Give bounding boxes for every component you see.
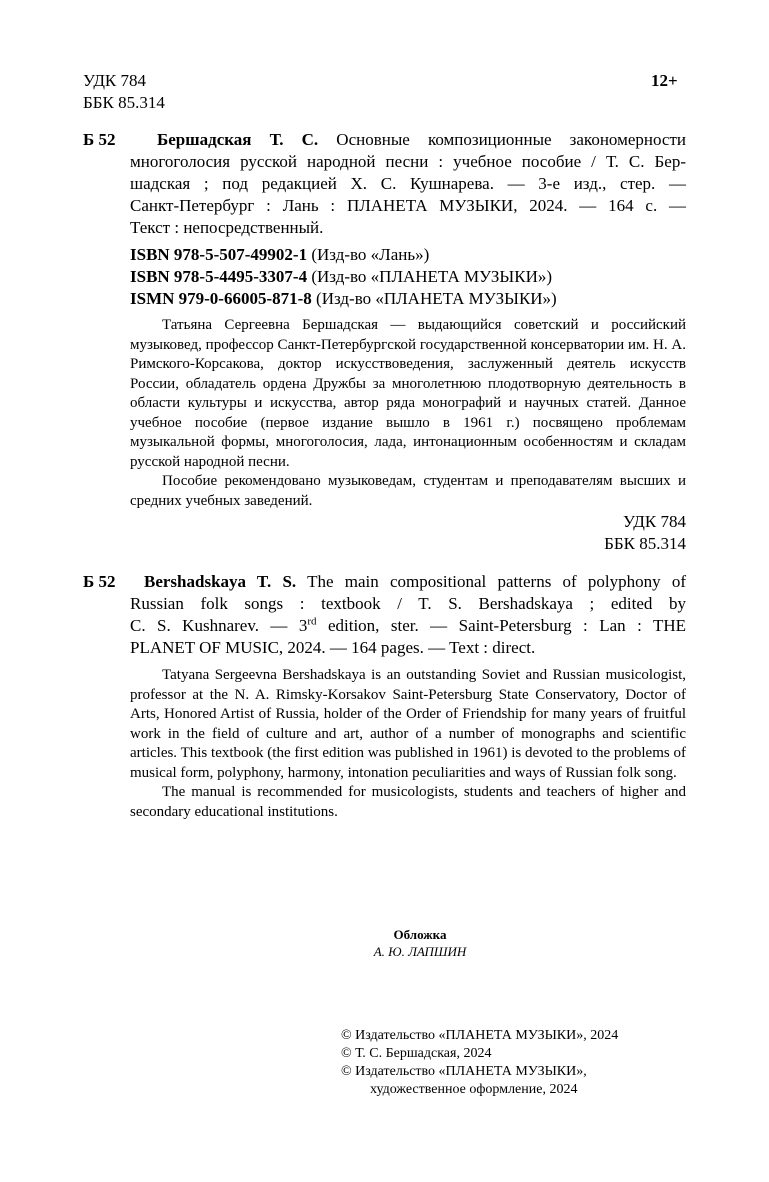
header-classification — [83, 70, 165, 114]
ru-entry-line-3: шадская ; под редакцией Х. С. Кушнарева. — 3-е изд., стер. — — [130, 174, 686, 193]
en-bibliographic-entry — [130, 571, 686, 659]
ru-author-code: Б 52 — [83, 130, 116, 149]
cover-credit — [320, 926, 520, 960]
copyright-block — [341, 1027, 671, 1099]
ru-annotation — [130, 316, 686, 511]
en-annotation-paragraph-1: Tatyana Sergeevna Bershadskaya is an outstanding Soviet and Russian musicologist, professor at the N. A. Rimsky-Korsakov Saint-Petersburg State Conservatory, Doctor of Arts, Honored Artist of Russia, holder of the Order of Friendship for many years of fruitful work in the field of culture and art, author of a number of monographs and scientific articles. This textbook (the first edition was published in 1961) is devoted to the problems of musical form, polyphony, harmony, intonation peculiarities and ways of Russian folk song. — [130, 667, 686, 781]
ru-entry-line-1: Бершадская Т. С. Основные композиционные закономерности — [157, 130, 687, 149]
cover-designer: А. Ю. ЛАПШИН — [373, 944, 467, 959]
en-author-code: Б 52 — [83, 572, 116, 591]
copyright-design: © Издательство «ПЛАНЕТА МУЗЫКИ», — [341, 1064, 587, 1079]
ru-entry-line-2: многоголосия русской народной песни : учебное пособие / Т. С. Бер- — [130, 152, 686, 171]
en-entry-line-3: C. S. Kushnarev. — 3rd edition, ster. — Saint-Petersburg : Lan : THE — [130, 615, 686, 635]
ru-udk-code: УДК 784 — [622, 512, 686, 531]
ru-annotation-paragraph-1: Татьяна Сергеевна Бершадская — выдающийся советский и российский музыковед, профессор Санкт-Петербургской государственной консерватории им. Н. А. Римского-Корсакова, доктор искусствоведения, заслуженный деятель искусств России, обладатель ордена Дружбы за многолетнюю плодотворную деятельность в области культуры и искусства, автор ряда монографий и научных статей. Данное учебное пособие (первое издание вышло в 1961 г.) посвящено проблемам музыкальной формы, многоголосия, лада, интонационным особенностям и складам русской народной песни. — [130, 317, 686, 470]
age-rating: 12+ — [651, 71, 678, 90]
ru-bbk-code: ББК 85.314 — [604, 534, 686, 553]
en-annotation-paragraph-2: The manual is recommended for musicologists, students and teachers of higher and secondary educational institutions. — [130, 784, 686, 820]
ru-classification — [430, 511, 686, 555]
ru-bibliographic-entry — [130, 129, 686, 239]
ru-annotation-paragraph-2: Пособие рекомендовано музыковедам, студентам и преподавателям высших и средних учебных заведений. — [130, 473, 686, 509]
copyright-design-cont: художественное оформление, 2024 — [370, 1082, 578, 1097]
en-annotation — [130, 666, 686, 822]
en-entry-line-2: Russian folk songs : textbook / T. S. Bershadskaya ; edited by — [130, 594, 686, 613]
ismn-planeta: ISMN 979-0-66005-871-8 (Изд-во «ПЛАНЕТА МУЗЫКИ») — [130, 289, 557, 308]
identifier-list — [130, 244, 690, 310]
en-entry-author: Bershadskaya T. S. — [144, 572, 297, 591]
isbn-lan: ISBN 978-5-507-49902-1 (Изд-во «Лань») — [130, 245, 430, 264]
bbk-code: ББК 85.314 — [83, 93, 165, 112]
udk-code: УДК 784 — [83, 71, 147, 90]
ru-entry-author: Бершадская Т. С. — [157, 130, 319, 149]
ru-entry-line-4: Санкт-Петербург : Лань : ПЛАНЕТА МУЗЫКИ, 2024. — 164 с. — — [130, 196, 686, 215]
cover-label: Обложка — [393, 927, 447, 942]
isbn-planeta: ISBN 978-5-4495-3307-4 (Изд-во «ПЛАНЕТА МУЗЫКИ») — [130, 267, 553, 286]
en-entry-line-1: Bershadskaya T. S. The main compositional patterns of polyphony of — [144, 572, 687, 591]
copyright-author: © Т. С. Бершадская, 2024 — [341, 1046, 492, 1061]
ru-entry-line-5: Текст : непосредственный. — [130, 218, 324, 237]
en-entry-line-4: PLANET OF MUSIC, 2024. — 164 pages. — Text : direct. — [130, 638, 536, 657]
copyright-publisher: © Издательство «ПЛАНЕТА МУЗЫКИ», 2024 — [341, 1028, 619, 1043]
